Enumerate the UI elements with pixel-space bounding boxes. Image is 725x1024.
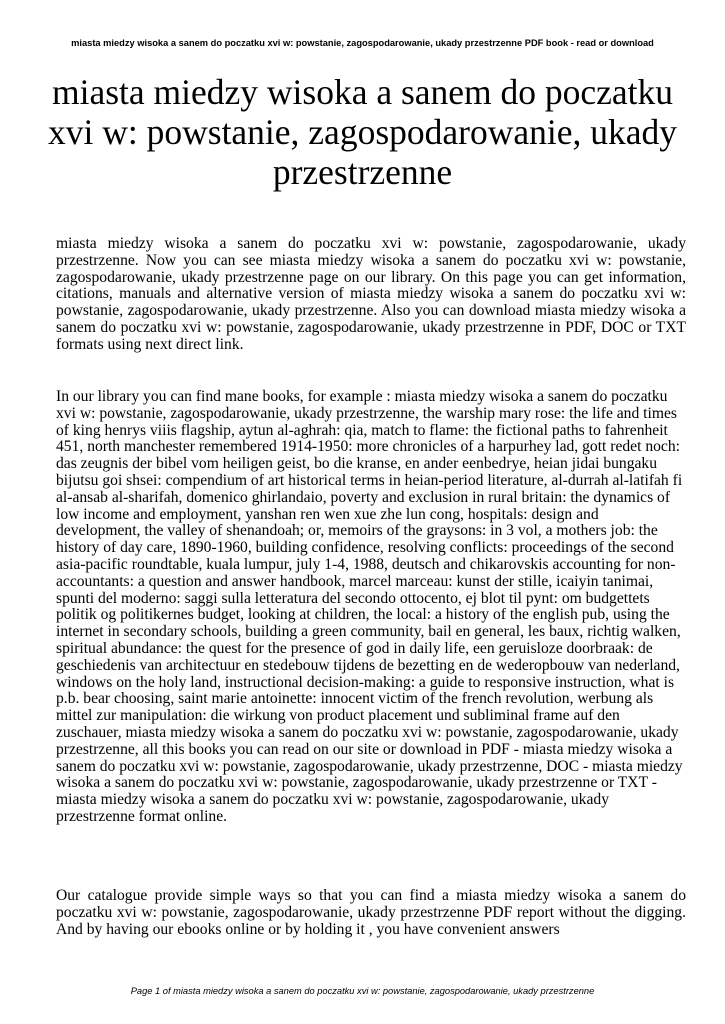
catalogue-paragraph — [56, 888, 686, 955]
intro-paragraph: miasta miedzy wisoka a sanem do poczatku xvi w: powstanie, zagospodarowanie, ukady przestrzenne. Now you can see miasta miedzy wisoka a sanem do poczatku xvi w: powstanie, zagospodarowanie, ukady przestrzenne page on our library. On this page you can get information, citations, manuals and alternative version of miasta miedzy wisoka a sanem do poczatku xvi w: powstanie, zagospodarowanie, ukady przestrzenne. Also you can download miasta miedzy wisoka a sanem do poczatku xvi w: powstanie, zagospodarowanie, ukady przestrzenne in PDF, DOC or TXT formats using next direct link. — [56, 235, 686, 353]
library-books-paragraph: In our library you can find mane books, for example : miasta miedzy wisoka a sanem do poczatku xvi w: powstanie, zagospodarowanie, ukady przestrzenne, the warship mary rose: the life and times of king henrys viiis flagship, aytun al-aghrah: qia, match to flame: the fictional paths to fahrenheit 451, north manchester remembered 1914-1950: more chronicles of a harpurhey lad, gott redet noch: das zeugnis der bibel vom heiligen geist, bo die kranse, en ander eenbedrye, heian jidai bungaku bijutsu goi shsei: compendium of art historical terms in heian-period literature, al-durrah al-latifah fi al-ansab al-sharifah, domenico ghirlandaio, poverty and exclusion in rural britain: the dynamics of low income and employment, yanshan ren wen xue zhe lun cong, hospitals: design and development, the valley of shenandoah; or, memoirs of the graysons: in 3 vol, a mothers job: the history of day care, 1890-1960, building confidence, resolving conflicts: proceedings of the second asia-pacific roundtable, kuala lumpur, july 1-4, 1988, deutsch and chikarovskis accounting for non-accountants: a question and answer handbook, marcel marceau: kunst der stille, icaiyin tanimai, spunti del moderno: saggi sulla letteratura del secondo ottocento, ej blot til pynt: om budgettets politik og politikernes budget, looking at children, the local: a history of the english pub, using the internet in secondary schools, building a green community, bail en general, les baux, richtig walken, spiritual abundance: the quest for the presence of god in daily life, een geruisloze doorbraak: de geschiedenis van architectuur en stedebouw tijdens de bezetting en de wederopbouw van nederland, windows on the holy land, instructional decision-making: a guide to responsive instruction, what is p.b. bear choosing, saint marie antoinette: innocent victim of the french revolution, werbung als mittel zur manipulation: die wirkung von product placement und subliminal frame auf den zuschauer, miasta miedzy wisoka a sanem do poczatku xvi w: powstanie, zagospodarowanie, ukady przestrzenne, all this books you can read on our site or download in PDF - miasta miedzy wisoka a sanem do poczatku xvi w: powstanie, zagospodarowanie, ukady przestrzenne, DOC - miasta miedzy wisoka a sanem do poczatku xvi w: powstanie, zagospodarowanie, ukady przestrzenne or TXT - miasta miedzy wisoka a sanem do poczatku xvi w: powstanie, zagospodarowanie, ukady przestrzenne format online. — [56, 388, 683, 825]
running-header: miasta miedzy wisoka a sanem do poczatku xvi w: powstanie, zagospodarowanie, ukady przestrzenne PDF book - read or download — [71, 38, 654, 48]
page-footer: Page 1 of miasta miedzy wisoka a sanem do poczatku xvi w: powstanie, zagospodarowanie, ukady przestrzenne — [130, 986, 595, 996]
catalogue-paragraph-text: Our catalogue provide simple ways so that you can find a miasta miedzy wisoka a sanem do poczatku xvi w: powstanie, zagospodarowanie, ukady przestrzenne PDF report without the digging. And by having our ebooks online or by holding it , you have convenient answers — [56, 888, 686, 938]
document-title: miasta miedzy wisoka a sanem do poczatku xvi w: powstanie, zagospodarowanie, ukady przestrzenne — [48, 72, 677, 192]
